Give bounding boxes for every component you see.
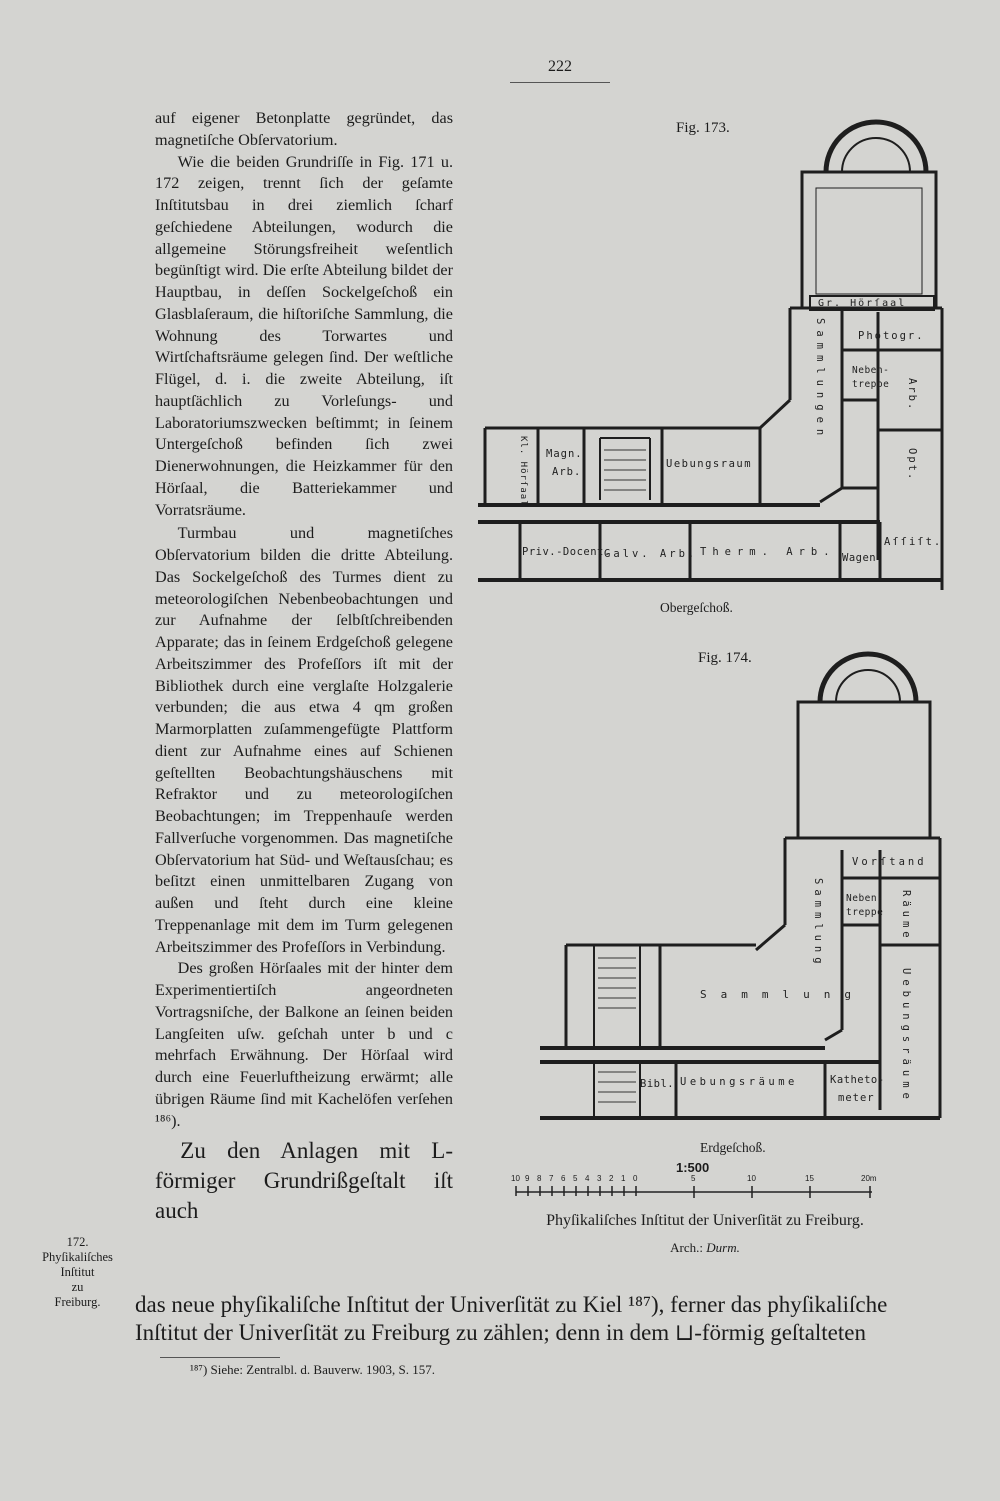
scale-tick: 9 [525, 1174, 530, 1183]
architect-caption [470, 1240, 940, 1256]
room-sammlung-vertical: Sammlung [812, 878, 824, 969]
plan-obergeschoss [478, 122, 942, 590]
room-nebentreppe-1: Neben- [846, 893, 884, 904]
scale-tick: 2 [609, 1174, 614, 1183]
scale-tick: 0 [633, 1174, 638, 1183]
room-vorstand: Vorſtand [852, 856, 927, 868]
room-kathetometer-1: Katheto- [830, 1074, 885, 1086]
scale-tick: 1 [621, 1174, 626, 1183]
paragraph-3: Turmbau und magnetiſches Obſervatorium bilden die dritte Abteilung. Das Sockelgeſchoß des Turmes dient zu meteorologiſchen Nebenbeobachtungen und zur Aufnahme der ſelbſtſchreibenden Apparate; das in ſeinem Erdgeſchoß gelegene Arbeitszimmer des Profeſſors iſt mit der Bibliothek durch eine verglaſte Holzgalerie verbunden; die aus etwa 4 qm großen Marmorplatten zuſammengefügte Plattform dient zur Aufnahme eines auf Schienen geſtellten Beobachtungshäuschens mit Refraktor und zu meteorologiſchen Beobachtungen; im Treppenhauſe werden Fallverſuche vorgenommen. Das magnetiſche Obſervatorium hat Süd- und Weſtausſchau; es beſitzt einen unmittelbaren Zugang von außen und ſteht durch eine kleine Treppenanlage mit dem im Turm gelegenen Arbeitszimmer des Profeſſors in Verbindung. [155, 524, 453, 956]
room-kathetometer-2: meter [838, 1092, 875, 1104]
footnote: ¹⁸⁷) Siehe: Zentralbl. d. Bauverw. 1903, S. 157. [190, 1362, 435, 1377]
room-uebungsraeume-vertical: Uebungsräume [900, 968, 912, 1104]
room-kl-hoersaal: Kl. Hörſaal [518, 436, 528, 507]
room-uebungsraum: Uebungsraum [666, 458, 753, 470]
room-priv-docent: Priv.-Docent. [522, 546, 611, 558]
paragraph-2: Wie die beiden Grundriſſe in Fig. 171 u. 172 zeigen, trennt ſich der geſamte Inſtitutsbau in drei ziemlich ſcharf geſchiedene Abteilungen, wodurch die allgemeine Störungsfreiheit weſentlich begünſtigt wird. Die erſte Abteilung bildet der Hauptbau, in deſſen Sockelgeſchoß ein Glasblaſeraum, die hiſtoriſche Sammlung, die Wohnung des Torwartes und Wirtſchaftsräume gelegen ſind. Der weſtliche Flügel, d. i. die zweite Abteilung, iſt hauptſächlich zu Vorleſungs- und Laboratoriumszwecken beſtimmt; in ſeinem Untergeſchoß befinden ſich zwei Dienerwohnungen, die Heizkammer für den Hörſaal, die Batteriekammer und Vorratsräume. [155, 152, 453, 519]
plan-erdgeschoss [540, 654, 940, 1118]
scale-tick: 7 [549, 1174, 554, 1183]
figure-caption: Phyſikaliſches Inſtitut der Univerſität zu Freiburg. [546, 1212, 864, 1229]
scale-tick: 3 [597, 1174, 602, 1183]
room-arb: Arb. [906, 378, 918, 412]
fig-173-label: Fig. 173. [676, 120, 730, 136]
scale-bar [516, 1186, 872, 1198]
room-sammlung: Sammlung [700, 988, 865, 1001]
paragraph-5: Zu den Anlagen mit L-förmiger Grundrißgeſtalt iſt auch [155, 1138, 453, 1224]
scale-tick: 5 [573, 1174, 578, 1183]
room-magn-1: Magn. [546, 448, 583, 460]
room-gr-hoersaal: Gr. Hörſaal [818, 298, 907, 309]
room-nebentreppe-2: treppe [852, 379, 890, 390]
scale-tick: 6 [561, 1174, 566, 1183]
architect-name: Durm. [706, 1240, 740, 1255]
fig-173-floor-caption: Obergeſchoß. [660, 600, 733, 615]
margin-note-line: Freiburg. [54, 1295, 101, 1309]
scale-tick: 20m [861, 1174, 877, 1183]
paragraph-4: Des großen Hörſaales mit der hinter dem Experimentiertiſch angeordneten Vortragsniſche, der Balkone an ſeinen beiden Langſeiten uſw. geſchah unter b und c mehrfach Erwähnung. Der Hörſaal wird durch eine Feuerluftheizung erwärmt; alle übrigen Räume ſind mit Kachelöfen verſehen ¹⁸⁶). [155, 959, 453, 1130]
page-number: 222 [548, 58, 572, 75]
room-bibl: Bibl. [640, 1078, 675, 1090]
margin-note-line: Inſtitut [60, 1265, 95, 1279]
room-magn-2: Arb. [552, 466, 582, 478]
fig-174-label: Fig. 174. [698, 650, 752, 666]
fig-174-floor-caption: Erdgeſchoß. [700, 1140, 766, 1155]
room-uebungsraeume: Uebungsräume [680, 1076, 798, 1088]
room-nebentreppe-1: Neben- [852, 365, 890, 376]
margin-note-line: Phyſikaliſches [42, 1250, 113, 1264]
room-therm-arb: Therm. Arb. [700, 546, 836, 558]
scale-tick: 4 [585, 1174, 590, 1183]
scale-label: 1:500 [676, 1160, 710, 1175]
room-sammlungen: Sammlungen [814, 318, 826, 442]
room-raeume: Räume [900, 890, 912, 942]
room-galv-arb: Galv. Arb. [604, 548, 698, 560]
room-wagen: Wagen [842, 552, 877, 564]
room-assist: Aſſiſt. [884, 536, 943, 548]
scale-tick: 10 [747, 1174, 756, 1183]
scale-tick: 5 [691, 1174, 696, 1183]
architect-label: Arch.: [670, 1240, 703, 1255]
scale-tick: 8 [537, 1174, 542, 1183]
full-width-line-1: das neue phyſikaliſche Inſtitut der Univerſität zu Kiel ¹⁸⁷), ferner das phyſikaliſche [135, 1292, 888, 1317]
room-nebentreppe-2: treppe [846, 907, 884, 918]
margin-note-line: zu [71, 1280, 84, 1294]
scale-tick: 15 [805, 1174, 814, 1183]
room-photogr: Photogr. [858, 330, 925, 342]
paragraph-1: auf eigener Betonplatte gegründet, das magnetiſche Obſervatorium. [155, 109, 453, 149]
full-width-line-2: Inſtitut der Univerſität zu Freiburg zu zählen; denn in dem ⊔-förmig geſtalteten [135, 1320, 866, 1345]
scale-tick: 10 [511, 1174, 520, 1183]
room-opt: Opt. [906, 448, 918, 482]
margin-note-number: 172. [66, 1235, 89, 1249]
